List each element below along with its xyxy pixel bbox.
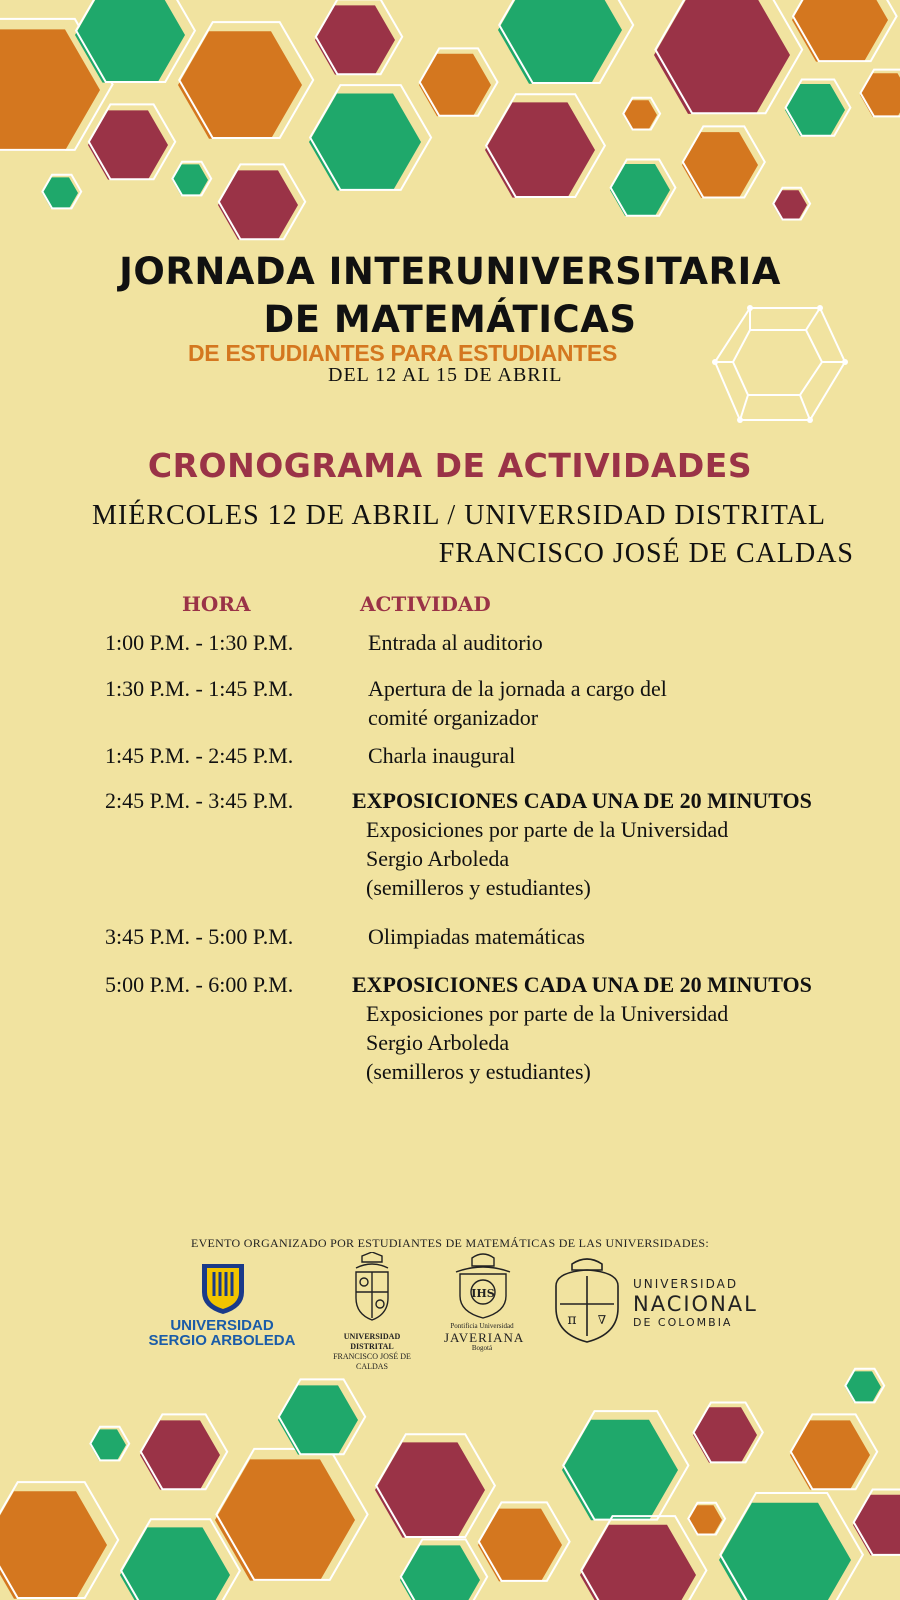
universidad-distrital-crest [348,1252,396,1326]
universidad-nacional-seal [552,1256,622,1346]
row-activity [352,970,812,1086]
svg-text:π: π [567,1312,577,1328]
row-activity-line: (semilleros y estudiantes) [366,1059,591,1084]
hexagon-shape [400,1545,480,1600]
hexagon-shape [485,102,595,197]
row-activity-line: Exposiciones por parte de la Universidad [366,817,729,842]
distrital-line: FRANCISCO JOSÉ DE CALDAS [333,1352,411,1371]
universidad-distrital-wordmark [322,1332,422,1372]
hexagon-shape [562,1420,678,1520]
row-activity-line: Sergio Arboleda [366,846,510,871]
hexagon-shape [0,1491,107,1598]
universidad-nacional-wordmark [633,1276,758,1330]
row-activity-line: (semilleros y estudiantes) [366,875,591,900]
row-activity: Entrada al auditorio [368,630,543,655]
event-subtitle: DE ESTUDIANTES PARA ESTUDIANTES [188,340,618,366]
column-header-time: HORA [182,592,251,616]
top-hexagon-cluster [0,0,900,240]
row-activity-line: Apertura de la jornada a cargo del [368,676,667,701]
row-activity-line: Exposiciones por parte de la Universidad [366,1001,729,1026]
distrital-line: UNIVERSIDAD DISTRITAL [343,1332,401,1351]
javeriana-line: Pontificia Universidad [450,1322,514,1330]
row-time: 2:45 P.M. - 3:45 P.M. [105,788,294,813]
event-title-line1: JORNADA INTERUNIVERSITARIA [119,250,781,293]
hexagon-shape [309,94,421,191]
sergio-arboleda-line: SERGIO ARBOLEDA [148,1332,296,1349]
row-activity-heading: EXPOSICIONES CADA UNA DE 20 MINUTOS [352,788,812,813]
row-time: 5:00 P.M. - 6:00 P.M. [105,972,294,997]
javeriana-line: Bogotá [471,1344,493,1352]
row-time: 3:45 P.M. - 5:00 P.M. [105,924,294,949]
row-time: 1:00 P.M. - 1:30 P.M. [105,630,294,655]
javeriana-crest [450,1252,516,1322]
sergio-arboleda-line: UNIVERSIDAD [170,1317,274,1334]
nacional-line: UNIVERSIDAD [633,1277,739,1291]
row-activity-line: Sergio Arboleda [366,1030,510,1055]
schedule-day-line1: MIÉRCOLES 12 DE ABRIL / UNIVERSIDAD DISTRITAL [92,500,826,531]
hexagon-shape [860,73,900,116]
sergio-arboleda-wordmark [146,1318,298,1348]
organizer-caption: EVENTO ORGANIZADO POR ESTUDIANTES DE MATEMÁTICAS DE LAS UNIVERSIDADES: [190,1236,710,1250]
nacional-line: NACIONAL [633,1292,758,1316]
row-activity [368,674,667,732]
row-activity [352,786,812,902]
hexagon-shape [375,1442,485,1537]
svg-text:IHS: IHS [471,1287,495,1300]
nacional-line: DE COLOMBIA [633,1316,733,1329]
row-time: 1:30 P.M. - 1:45 P.M. [105,676,294,701]
hexagon-shape [120,1527,230,1600]
schedule-day-line2: FRANCISCO JOSÉ DE CALDAS [438,538,854,569]
hexagon-shape [498,0,622,84]
row-activity-line: comité organizador [368,705,539,730]
event-dates: DEL 12 AL 15 DE ABRIL [328,364,563,386]
hexagon-shape [853,1495,900,1556]
hexagon-shape [580,1525,696,1600]
row-activity: Olimpiadas matemáticas [368,924,585,949]
javeriana-wordmark [444,1322,525,1353]
bottom-hexagon-cluster [0,1369,900,1600]
svg-text:∇: ∇ [597,1313,607,1327]
event-title-line2: DE MATEMÁTICAS [263,298,637,341]
hexagon-shape [792,0,888,62]
javeriana-line: JAVERIANA [444,1330,525,1345]
row-activity-heading: EXPOSICIONES CADA UNA DE 20 MINUTOS [352,972,812,997]
hexagon-shape [75,0,185,83]
column-header-activity: ACTIVIDAD [360,592,491,616]
row-time: 1:45 P.M. - 2:45 P.M. [105,743,294,768]
schedule-heading: CRONOGRAMA DE ACTIVIDADES [147,446,753,485]
sergio-arboleda-logo [198,1262,248,1316]
hexagon-shape [178,31,302,138]
row-activity: Charla inaugural [368,743,516,768]
